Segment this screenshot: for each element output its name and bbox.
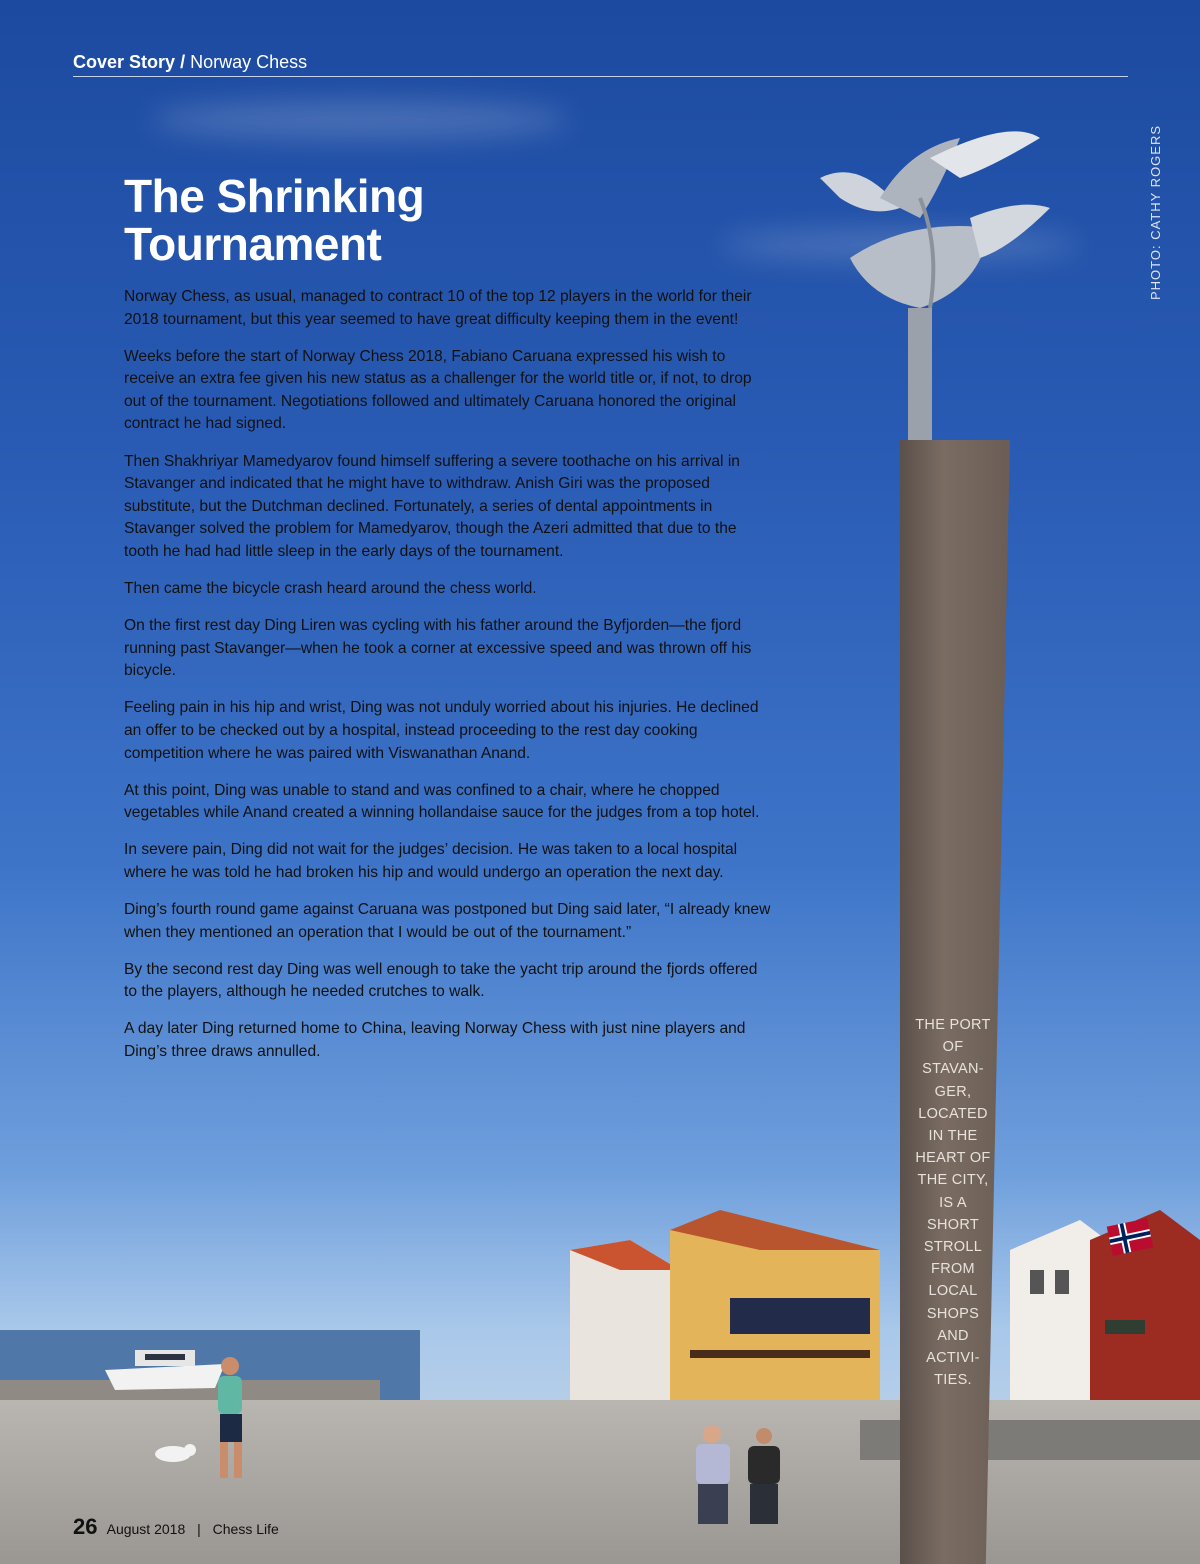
running-header (73, 52, 1128, 77)
paragraph: Norway Chess, as usual, managed to contract 10 of the top 12 players in the world for their 2018 tournament, but this year seemed to have great difficulty keeping them in the event! (124, 288, 752, 328)
caption-line: AND (937, 1327, 969, 1344)
caption-line: HEART OF (915, 1150, 991, 1167)
header-section: Cover Story (73, 52, 176, 72)
caption-line: FROM (931, 1261, 975, 1278)
dog (148, 1440, 198, 1470)
caption-line: SHOPS (926, 1305, 980, 1322)
caption-line: STROLL (923, 1239, 983, 1256)
photo-credit: PHOTO: CATHY ROGERS (1148, 124, 1163, 300)
walking-man (200, 1356, 260, 1486)
caption-line: LOCAL (928, 1283, 978, 1300)
paragraph: A day later Ding returned home to China, leaving Norway Chess with just nine players and Ding’s three draws annulled. (124, 1020, 746, 1061)
title-line-2: Tournament (124, 218, 382, 270)
article-title (124, 172, 684, 268)
paragraph: Ding’s fourth round game against Caruana was postponed but Ding said later, “I already knew when they mentioned an operation that I would be out of the tournament.” (124, 901, 771, 941)
paragraph: By the second rest day Ding was well enough to take the yacht trip around the fjords offered to the players, although he needed crutches to walk. (124, 960, 758, 1001)
paragraph: Feeling pain in his hip and wrist, Ding was not unduly worried about his injuries. He declined an offer to be checked out by a hospital, instead proceeding to the rest day cooking competition where he was paired with Viswanathan Anand. (124, 699, 759, 762)
issue-date: August 2018 (106, 1521, 186, 1537)
page-number: 26 (73, 1514, 98, 1539)
caption-line: THE CITY, (917, 1172, 989, 1189)
caption-line: ACTIVI- (926, 1350, 980, 1367)
paragraph: At this point, Ding was unable to stand and was confined to a chair, where he chopped vegetables while Anand created a winning hollandaise sauce for the judges from a top hotel. (124, 781, 760, 822)
header-separator: / (180, 52, 186, 72)
paragraph: Weeks before the start of Norway Chess 2018, Fabiano Caruana expressed his wish to receive an extra fee given his new status as a challenger for the world title or, if not, to drop out of the tournament. Negotiations followed and ultimately Caruana honored the original contract he had signed. (124, 347, 752, 433)
caption-line: GER, (934, 1083, 972, 1100)
paragraph: Then came the bicycle crash heard around the chess world. (124, 580, 537, 598)
caption-line: SHORT (927, 1216, 979, 1233)
folio-divider: | (197, 1521, 201, 1537)
cloud (150, 100, 570, 140)
paragraph: On the first rest day Ding Liren was cycling with his father around the Byfjorden—the fjord running past Stavanger—when he took a corner at excessive speed and was thrown off his bicycle. (124, 617, 752, 680)
caption-line: OF (942, 1039, 964, 1056)
caption-line: IN THE (928, 1128, 978, 1145)
page-folio (73, 1514, 279, 1540)
caption-line: STAVAN- (922, 1061, 984, 1078)
photo-caption (912, 1014, 994, 1391)
paragraph: Then Shakhriyar Mamedyarov found himself suffering a severe toothache on his arrival in Stavanger and indicated that he might have to withdraw. Anish Giri was the proposed substitute, but the Dutchman declined. Fortunately, a series of dental appointments in Stavanger solved the problem for Mamedyarov, though the Azeri admitted that due to the tooth he had had little sleep in the early days of the tournament. (124, 452, 740, 560)
caption-line: LOCATED (918, 1105, 988, 1122)
paragraph: In severe pain, Ding did not wait for the judges’ decision. He was taken to a local hospital where he was told he had broken his hip and would undergo an operation the next day. (124, 841, 738, 881)
caption-line: IS A (939, 1194, 967, 1211)
sculpture-image (770, 118, 1060, 448)
seated-people (686, 1424, 796, 1534)
caption-line: THE PORT (915, 1017, 991, 1033)
title-line-1: The Shrinking (124, 170, 425, 222)
magazine-name: Chess Life (212, 1521, 279, 1537)
caption-line: TIES. (934, 1372, 972, 1389)
article-body (124, 286, 774, 1078)
header-subsection: Norway Chess (190, 52, 308, 72)
